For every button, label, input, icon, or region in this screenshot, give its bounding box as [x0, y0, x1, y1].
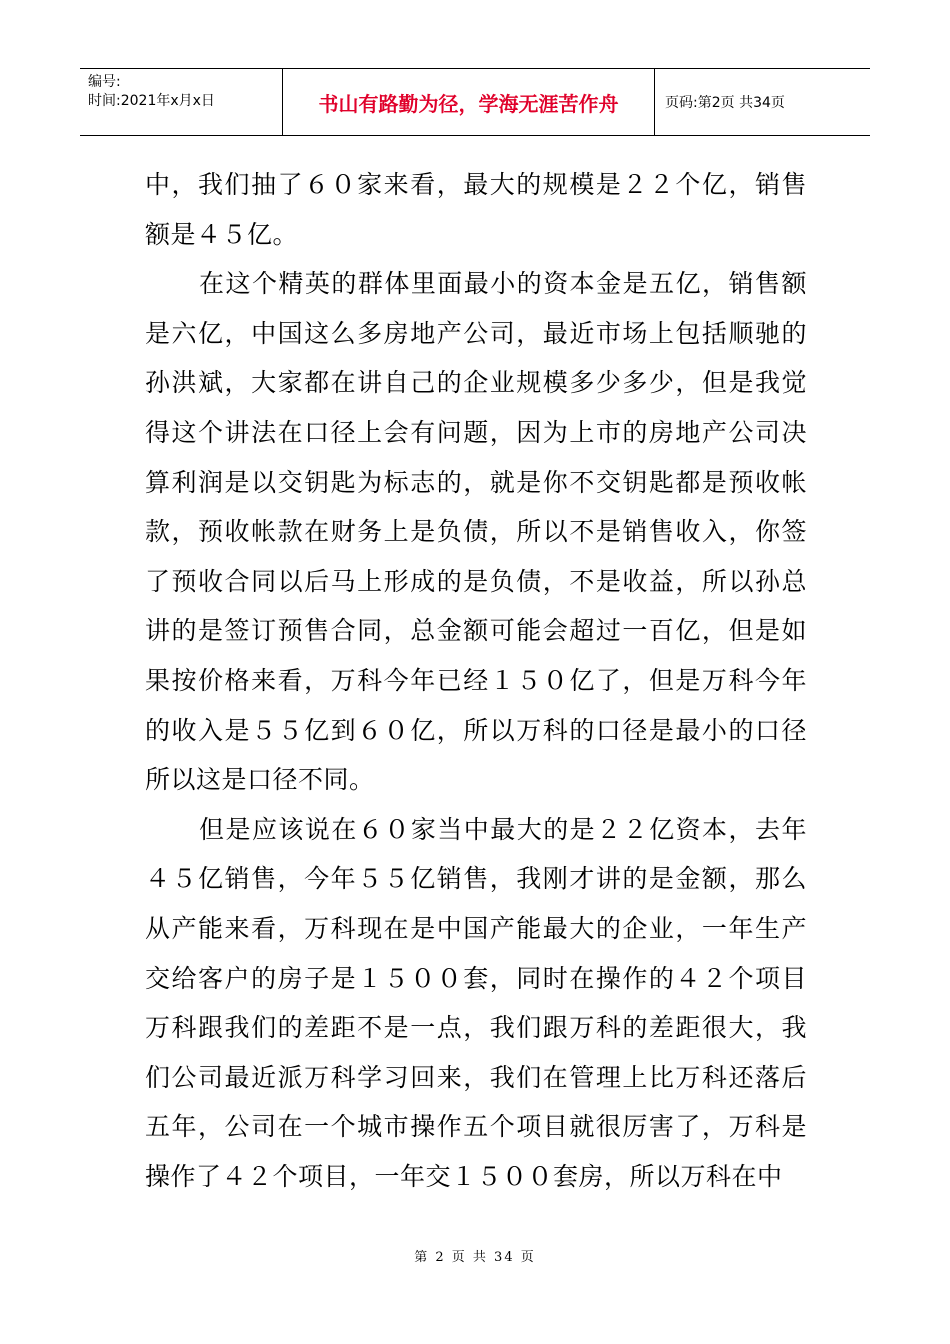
document-body — [145, 160, 807, 1201]
body-paragraph: 但是应该说在６０家当中最大的是２２亿资本，去年４５亿销售，今年５５亿销售，我刚才讲的是金额，那么从产能来看，万科现在是中国产能最大的企业，一年生产交给客户的房子是１５００套，同时在操作的４２个项目万科跟我们的差距不是一点，我们跟万科的差距很大，我们公司最近派万科学习回来，我们在管理上比万科还落后五年，公司在一个城市操作五个项目就很厉害了，万科是操作了４２个项目，一年交１５００套房，所以万科在中 — [145, 814, 807, 1191]
header-meta — [80, 69, 283, 135]
document-date: 时间:2021年x月x日 — [88, 93, 215, 109]
document-number-label: 编号: — [88, 74, 121, 90]
header-motto: 书山有路勤为径，学海无涯苦作舟 — [283, 69, 655, 135]
body-paragraph: 在这个精英的群体里面最小的资本金是五亿，销售额是六亿，中国这么多房地产公司，最近市场上包括顺驰的孙洪斌，大家都在讲自己的企业规模多少多少，但是我觉得这个讲法在口径上会有问题，因为上市的房地产公司决算利润是以交钥匙为标志的，就是你不交钥匙都是预收帐款，预收帐款在财务上是负债，所以不是销售收入，你签了预收合同以后马上形成的是负债，不是收益，所以孙总讲的是签订预售合同，总金额可能会超过一百亿，但是如果按价格来看，万科今年已经１５０亿了，但是万科今年的收入是５５亿到６０亿，所以万科的口径是最小的口径所以这是口径不同。 — [145, 269, 807, 795]
body-paragraph: 中，我们抽了６０家来看，最大的规模是２２个亿，销售额是４５亿。 — [145, 170, 807, 249]
header-page-info: 页码:第2页 共34页 — [665, 95, 785, 111]
page-footer: 第 2 页 共 34 页 — [414, 1250, 536, 1265]
page-header — [80, 68, 870, 136]
